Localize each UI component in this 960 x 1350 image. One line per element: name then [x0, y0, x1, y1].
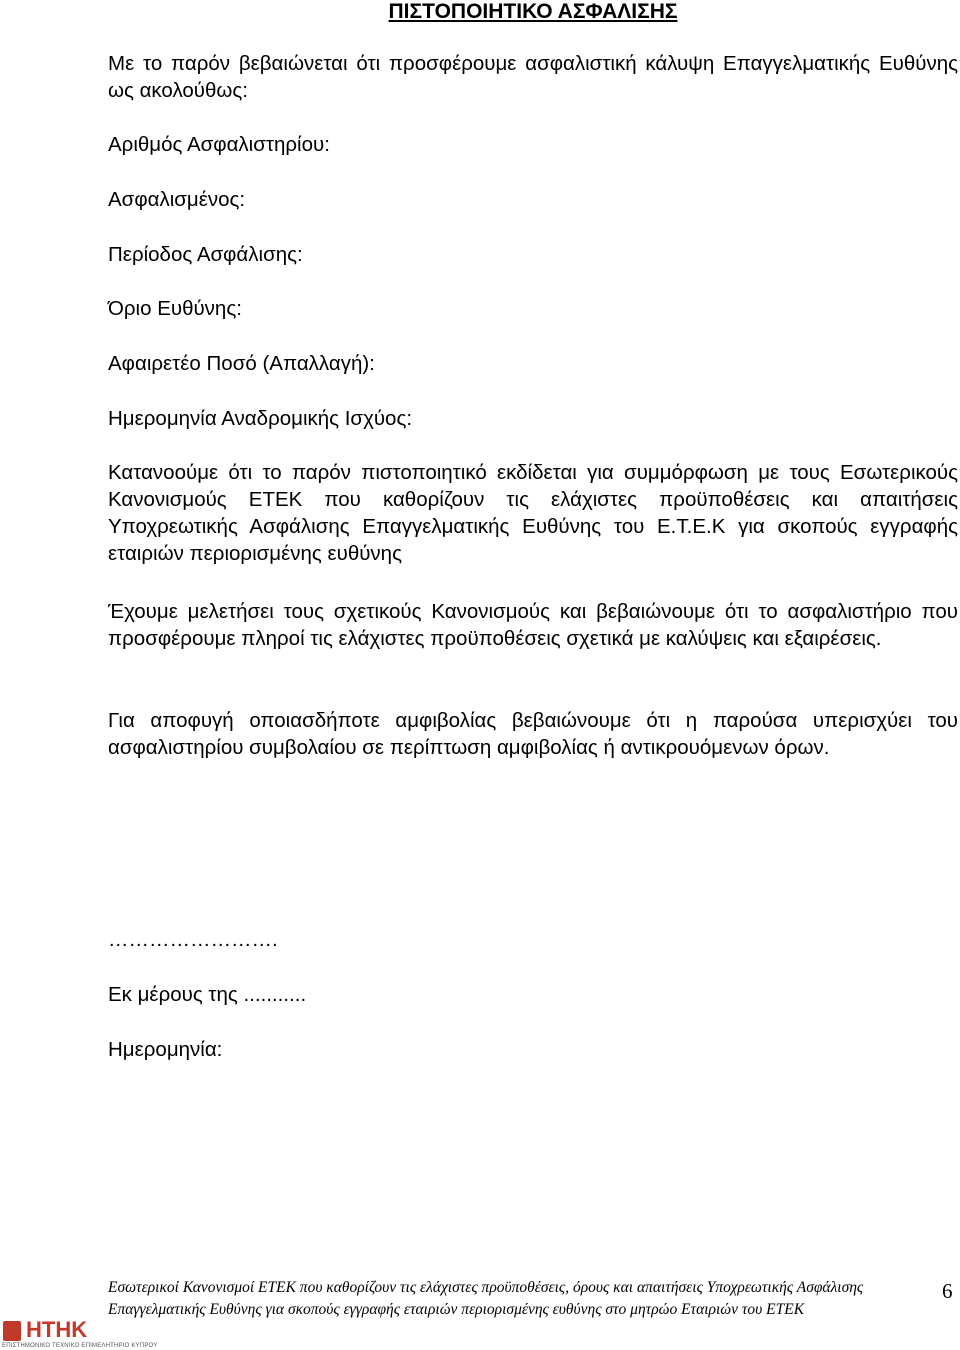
on-behalf-of-label: Εκ μέρους της ...........	[108, 983, 307, 1006]
page-footer	[108, 1277, 920, 1321]
prevails-paragraph: Για αποφυγή οποιασδήποτε αμφιβολίας βεβαιώνουμε ότι η παρούσα υπερισχύει του ασφαλιστηρίου συμβολαίου σε περίπτωση αμφιβολίας ή αντικρουόμενων όρων.	[108, 709, 958, 759]
page-number: 6	[942, 1279, 953, 1303]
signature-line: …………………….	[108, 928, 278, 951]
policy-number-label: Αριθμός Ασφαλιστηρίου:	[108, 133, 330, 156]
page-title: ΠΙΣΤΟΠΟΙΗΤΙΚΟ ΑΣΦΑΛΙΣΗΣ	[388, 0, 678, 23]
date-label: Ημερομηνία:	[108, 1038, 223, 1061]
liability-limit-label: Όριο Ευθύνης:	[108, 297, 242, 320]
logo-emblem-icon	[3, 1321, 21, 1341]
intro-paragraph: Με το παρόν βεβαιώνεται ότι προσφέρουμε ασφαλιστική κάλυψη Επαγγελματικής Ευθύνης ως ακολούθως:	[108, 52, 958, 102]
deductible-label: Αφαιρετέο Ποσό (Απαλλαγή):	[108, 352, 375, 375]
understanding-paragraph: Κατανοούμε ότι το παρόν πιστοποιητικό εκδίδεται για συμμόρφωση με τους Εσωτερικούς Κανονισμούς ΕΤΕΚ που καθορίζουν τις ελάχιστες προϋποθέσεις και απαιτήσεις Υποχρεωτικής Ασφάλισης Επαγγελματικής Ευθύνης του Ε.Τ.Ε.Κ για σκοπούς εγγραφής εταιριών περιορισμένης ευθύνης	[108, 461, 958, 565]
insurance-period-label: Περίοδος Ασφάλισης:	[108, 243, 303, 266]
regulations-paragraph: Έχουμε μελετήσει τους σχετικούς Κανονισμούς και βεβαιώνουμε ότι το ασφαλιστήριο που προσφέρουμε πληροί τις ελάχιστες προϋποθέσεις σχετικά με καλύψεις και εξαιρέσεις.	[108, 600, 958, 650]
footer-line-2: Επαγγελματικής Ευθύνης για σκοπούς εγγραφής εταιριών περιορισμένης ευθύνης στο μητρώο Εταιριών του ΕΤΕΚ	[108, 1301, 805, 1318]
logo-text: ΗΤΗΚ	[26, 1317, 88, 1342]
insured-label: Ασφαλισμένος:	[108, 188, 246, 211]
etek-logo	[0, 1318, 200, 1350]
footer-line-1: Εσωτερικοί Κανονισμοί ΕΤΕΚ που καθορίζουν τις ελάχιστες προϋποθέσεις, όρους και απαιτήσεις Υποχρεωτικής Ασφάλισης	[108, 1279, 864, 1296]
retroactive-date-label: Ημερομηνία Αναδρομικής Ισχύος:	[108, 407, 413, 430]
logo-subtitle: ΕΠΙΣΤΗΜΟΝΙΚΟ ΤΕΧΝΙΚΟ ΕΠΙΜΕΛΗΤΗΡΙΟ ΚΥΠΡΟΥ	[2, 1343, 158, 1349]
